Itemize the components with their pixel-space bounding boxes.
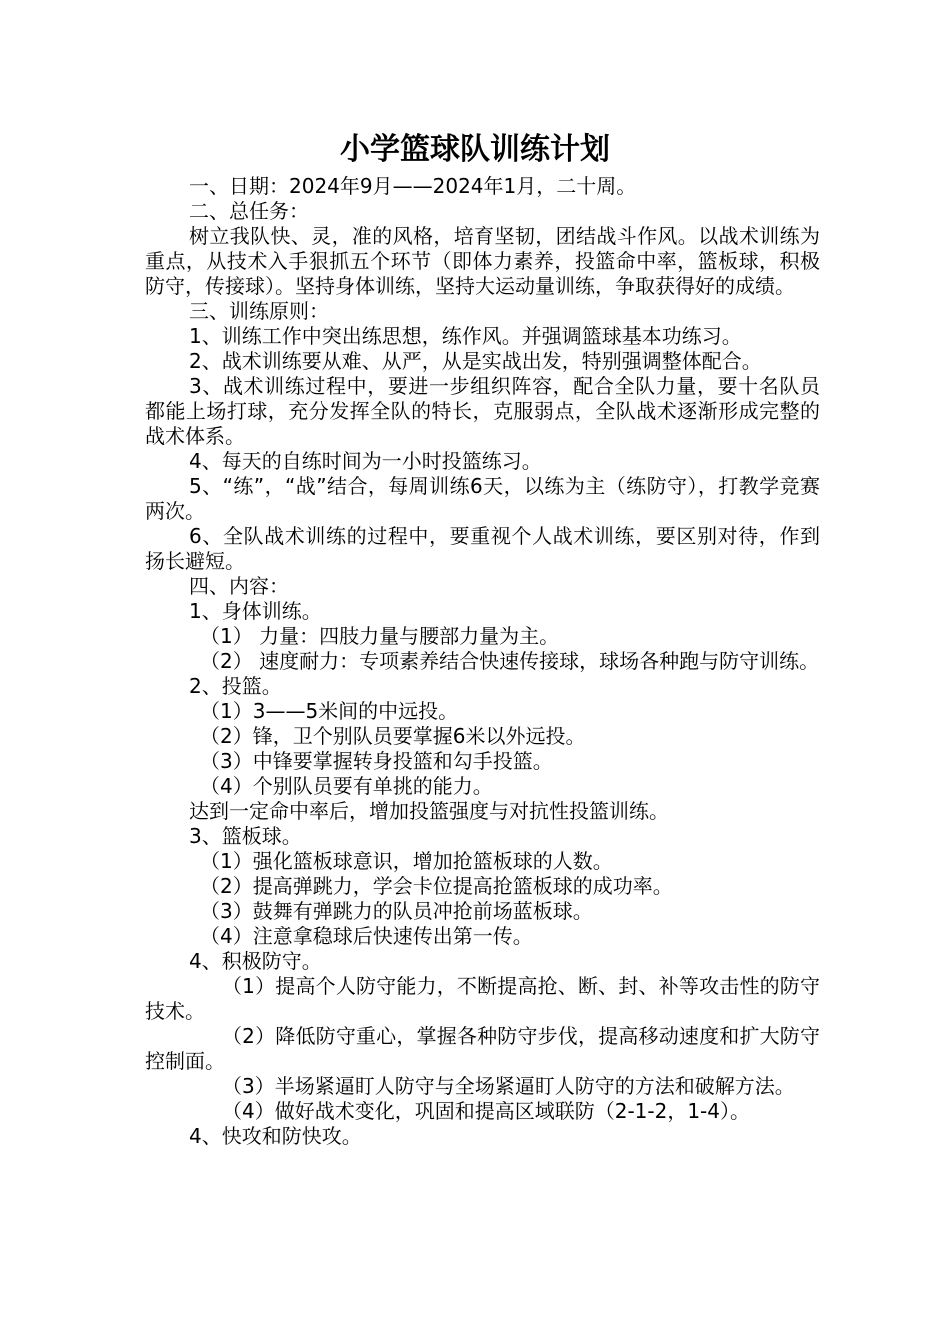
paragraph: 一、日期：2024年9月——2024年1月，二十周。: [189, 174, 637, 198]
paragraph: （3）中锋要掌握转身投篮和勾手投篮。: [200, 749, 553, 773]
paragraph: （3）鼓舞有弹跳力的队员冲抢前场蓝板球。: [200, 899, 593, 923]
paragraph: 4、积极防守。: [189, 949, 322, 973]
paragraph: 树立我队快、灵，准的风格，培育坚韧，团结战斗作风。以战术训练为重点，从技术入手狠抓五个环节（即体力素养，投篮命中率，篮板球，积极防守，传接球）。坚持身体训练，坚持大运动量训练，争取获得好的成绩。: [145, 224, 820, 298]
paragraph: （2）锋，卫个别队员要掌握6米以外远投。: [200, 724, 586, 748]
paragraph: 2、战术训练要从难、从严，从是实战出发，特别强调整体配合。: [189, 349, 762, 373]
paragraph: 3、战术训练过程中，要进一步组织阵容，配合全队力量，要十名队员都能上场打球，充分发挥全队的特长，克服弱点，全队战术逐渐形成完整的战术体系。: [145, 374, 820, 448]
paragraph: 三、训练原则：: [189, 299, 329, 323]
paragraph: （2）提高弹跳力，学会卡位提高抢篮板球的成功率。: [200, 874, 673, 898]
paragraph: 4、快攻和防快攻。: [189, 1124, 362, 1148]
paragraph: 1、训练工作中突出练思想，练作风。并强调篮球基本功练习。: [189, 324, 742, 348]
paragraph: 四、内容：: [189, 574, 289, 598]
paragraph: 达到一定命中率后，增加投篮强度与对抗性投篮训练。: [189, 799, 669, 823]
paragraph: 6、全队战术训练的过程中，要重视个人战术训练，要区别对待，作到扬长避短。: [145, 524, 820, 573]
paragraph: 5、“练”，“战”结合，每周训练6天，以练为主（练防守），打教学竞赛两次。: [145, 474, 820, 523]
document-body: [145, 174, 820, 1149]
paragraph: （1）3——5米间的中远投。: [200, 699, 459, 723]
paragraph: （1）提高个人防守能力，不断提高抢、断、封、补等攻击性的防守技术。: [145, 974, 820, 1023]
paragraph: 4、每天的自练时间为一小时投篮练习。: [189, 449, 542, 473]
paragraph: 2、投篮。: [189, 674, 282, 698]
paragraph: 3、篮板球。: [189, 824, 302, 848]
paragraph: （4）注意拿稳球后快速传出第一传。: [200, 924, 533, 948]
paragraph: （2）降低防守重心，掌握各种防守步伐，提高移动速度和扩大防守控制面。: [145, 1024, 820, 1073]
paragraph: （3）半场紧逼盯人防守与全场紧逼盯人防守的方法和破解方法。: [222, 1074, 795, 1098]
paragraph: （4）个别队员要有单挑的能力。: [200, 774, 493, 798]
paragraph: 二、总任务：: [189, 199, 309, 223]
paragraph: 1、身体训练。: [189, 599, 322, 623]
paragraph: （4）做好战术变化，巩固和提高区域联防（2-1-2，1-4）。: [222, 1099, 750, 1123]
paragraph: （1）强化篮板球意识，增加抢篮板球的人数。: [200, 849, 613, 873]
paragraph: （2） 速度耐力：专项素养结合快速传接球，球场各种跑与防守训练。: [200, 649, 820, 673]
paragraph: （1） 力量：四肢力量与腰部力量为主。: [200, 624, 560, 648]
page-title: 小学篮球队训练计划: [340, 132, 610, 167]
